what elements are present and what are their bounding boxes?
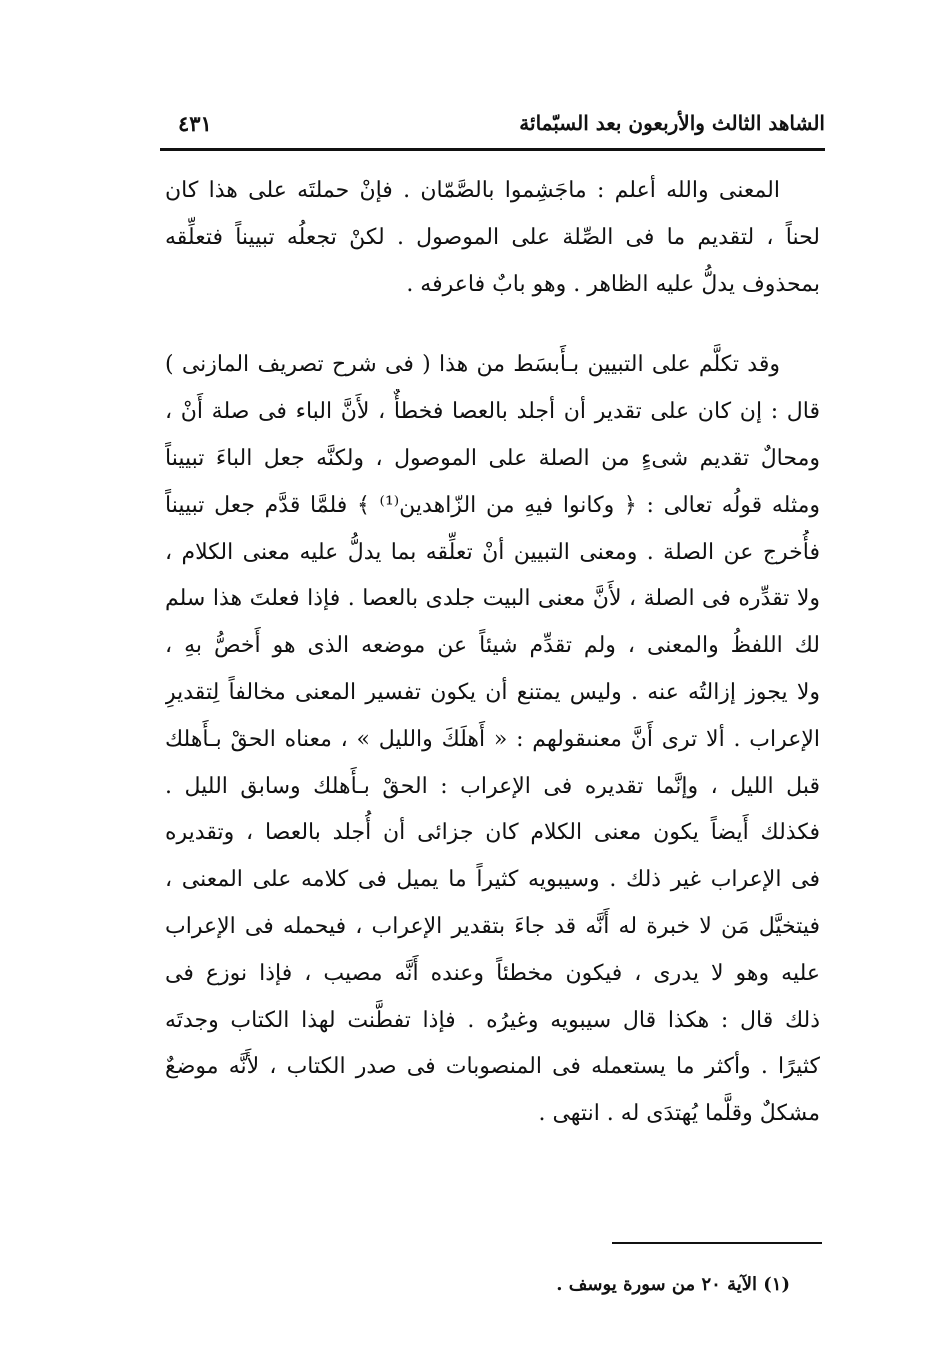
text-line: ومحالٌ تقديم شىءٍ من الصلة على الموصول ، ولكنَّه جعل الباءَ تبييناً: [165, 445, 820, 471]
running-title: الشاهد الثالث والأربعون بعد السبّمائة: [519, 111, 825, 135]
text-line: فى الإعراب غير ذلك . وسيبويه كثيراً ما يميل فى كلامه على المعنى ،: [165, 867, 820, 893]
text-line: قال : إن كان على تقدير أن أجلد بالعصا فخطأٌ ، لأَنَّ الباء فى صلة أَنْ ،: [165, 399, 820, 425]
text-line: لحناً ، لتقديم ما فى الصِّلة على الموصول . لكنْ تجعلُه تبييناً فتعلِّقه: [165, 224, 820, 250]
running-header: [160, 105, 825, 145]
text-line: مشكلٌ وقلَّما يُهتدَى له . انتهى .: [538, 1101, 820, 1127]
text-line: المعنى والله أعلم : ماجَشِموا بالصَّمّان . فإنْ حملتَه على هذا كان: [165, 178, 780, 203]
text-line: ولا تقدِّره فى الصلة ، لأَنَّ معنى البيت جلدى بالعصا . فإذا فعلتَ هذا سلم: [165, 586, 820, 612]
text-line: وقد تكلَّم على التبيين بـأَبسَط من هذا ( فى شرح تصريف المازنى ): [165, 352, 780, 378]
text-line: ذلك قال : هكذا قال سيبويه وغيرُه . فإذا تفطَّنت لهذا الكتاب وجدتَه: [165, 1007, 820, 1033]
footnote: (١) الآية ٢٠ من سورة يوسف .: [556, 1274, 790, 1295]
text-line: ومثله قولُه تعالى : ﴿ وكانوا فيهِ من الزّاهدين⁽¹⁾ ﴾ فلمَّا قدَّم جعل تبييناً: [165, 492, 820, 518]
header-rule: [160, 148, 825, 151]
text-line: كثيرًا . وأكثر ما يستعمله فى المنصوبات فى صدر الكتاب ، لأَنَّه موضعٌ: [165, 1054, 820, 1080]
page-number: ٤٣١: [178, 111, 212, 136]
text-line: عليه وهو لا يدرى ، فيكون مخطئاً وعنده أَنَّه مصيب ، فإذا نوزع فى: [165, 960, 820, 986]
text-line: فأُخرج عن الصلة . ومعنى التبيين أنْ تعلِّقه بما يدلُّ عليه معنى الكلام ،: [165, 539, 820, 565]
text-line: فكذلك أَيضاً يكون معنى الكلام كان جزائى أن أُجلد بالعصا ، وتقديره: [165, 820, 820, 846]
footnote-rule: [612, 1242, 822, 1244]
text-line: قبل الليل ، وإنَّما تقديره فى الإعراب : الحقْ بـأَهلك وسابق الليل .: [165, 773, 820, 799]
main-text: [165, 168, 820, 1138]
paragraph-gap: [165, 308, 820, 342]
text-line: فيتخيَّل مَن لا خبرة له أَنَّه قد جاءَ بتقدير الإعراب ، فيحمله فى الإعراب: [165, 913, 820, 939]
text-line: الإعراب . ألا ترى أَنَّ معنىقولهم : « أَهلَكَ والليل » ، معناه الحقْ بـأَهلك: [165, 726, 820, 752]
text-line: بمحذوف يدلُّ عليه الظاهر . وهو بابٌ فاعرفه .: [406, 271, 820, 297]
text-line: لك اللفظُ والمعنى ، ولم تقدِّم شيئاً عن موضعه الذى هو أَخصُّ بهِ ،: [165, 633, 820, 659]
text-line: ولا يجوز إزالتُه عنه . وليس يمتنع أن يكون تفسير المعنى مخالفاً لِتقديرِ: [165, 679, 820, 705]
